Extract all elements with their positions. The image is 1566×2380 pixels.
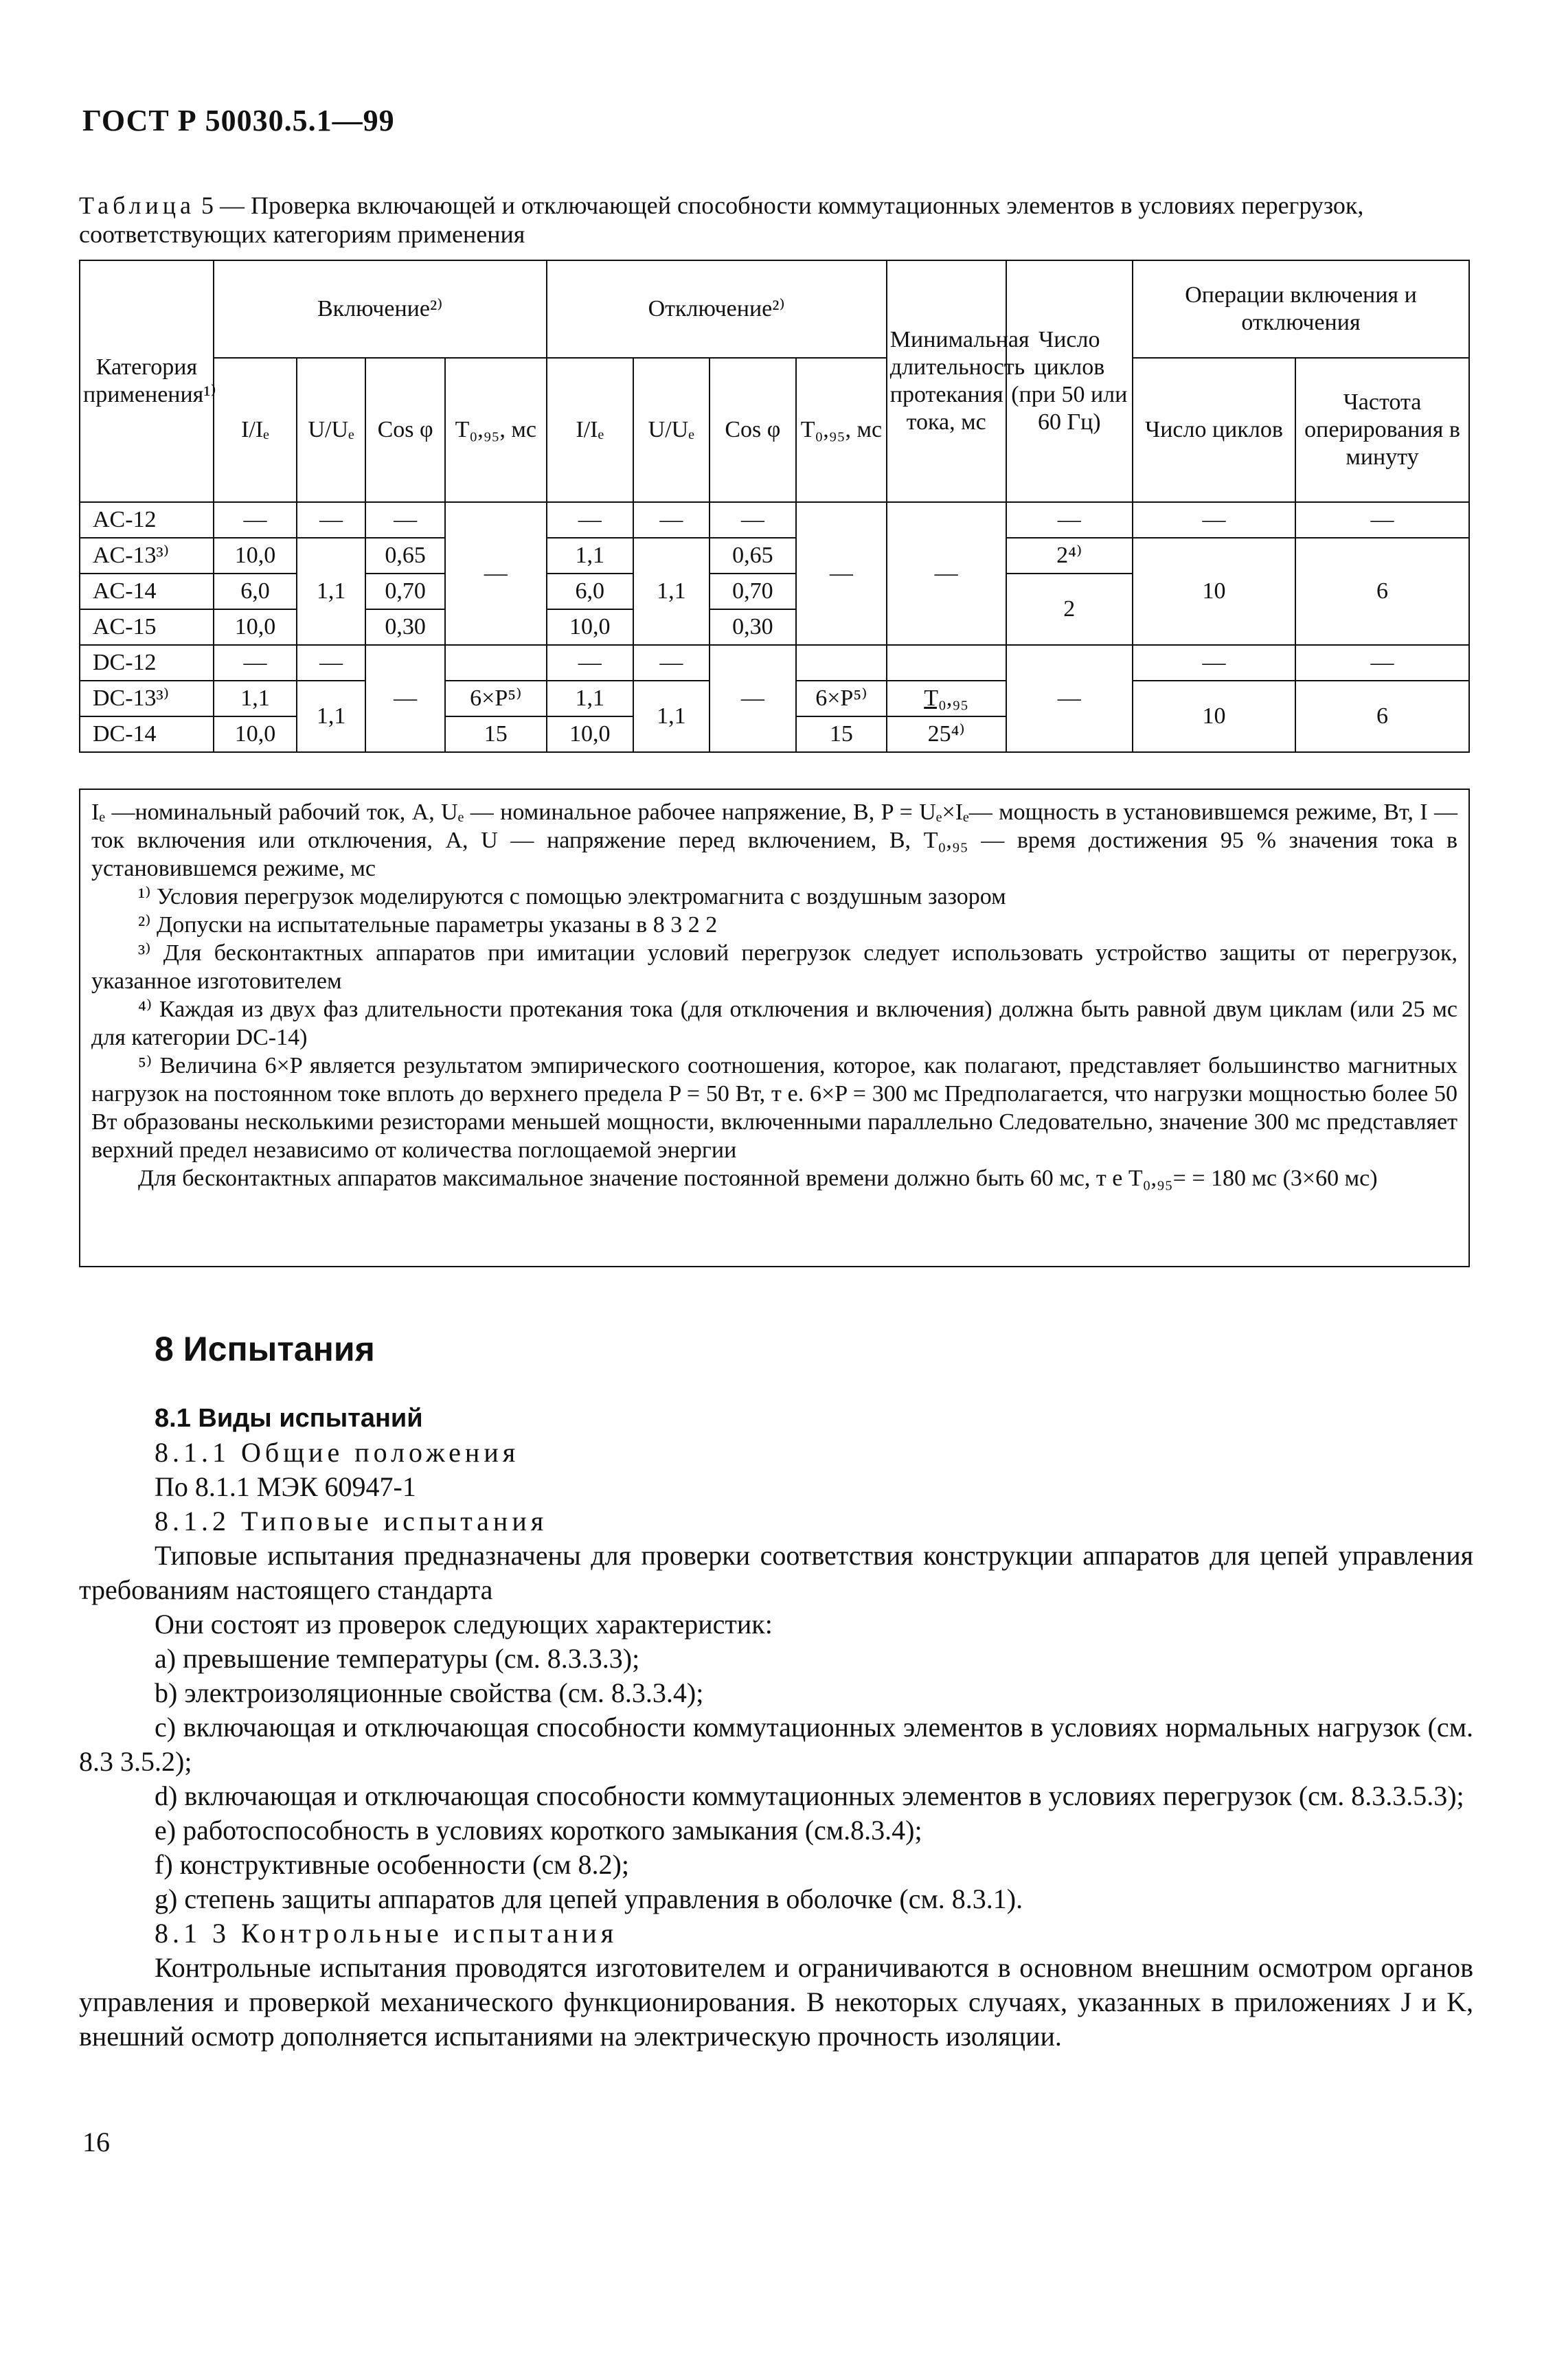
caption-text: 5 — Проверка включающей и отключающей способности коммутационных элементов в условиях перегрузок, соответствующих категориям применения — [79, 192, 1364, 248]
document-header: ГОСТ Р 50030.5.1—99 — [82, 104, 395, 137]
footnote-2: ²⁾ Допуски на испытательные параметры указаны в 8 3 2 2 — [138, 912, 718, 938]
col-off-t: T₀,₉₅, мс — [796, 358, 887, 502]
list-item: d) включающая и отключающая способности коммутационных элементов в условиях перегрузок (см. 8.3.3.5.3); — [155, 1780, 1464, 1811]
footnote-4: ⁴⁾ Каждая из двух фаз длительности протекания тока (для отключения и включения) должна быть равной двум циклам (или 25 мс для категории DC-14) — [91, 997, 1457, 1050]
table-row: DC-12 — — — — — — — — — — [80, 645, 1469, 681]
table-row: AC-15 10,0 0,30 10,0 0,30 — [80, 609, 1469, 645]
col-on-cos: Cos φ — [365, 358, 445, 502]
table-row: AC-14 6,0 0,70 6,0 0,70 2 — [80, 574, 1469, 609]
note-contactless: Для бесконтактных аппаратов максимальное значение постоянной времени должно быть 60 мс, т е T₀,₉₅= = 180 мс (3×60 мс) — [138, 1166, 1378, 1191]
section-title: 8 Испытания — [155, 1330, 375, 1368]
col-category: Категория применения¹⁾ — [80, 260, 214, 502]
footnote-3: ³⁾ Для бесконтактных аппаратов при имитации условий перегрузок следует использовать устройство защиты от перегрузок, указанное изготовителем — [91, 940, 1457, 994]
col-on-group: Включение²⁾ — [214, 260, 547, 358]
table-5 — [79, 260, 1470, 753]
list-item: a) превышение температуры (см. 8.3.3.3); — [155, 1643, 640, 1674]
table-row: AC-12 — — — — — — — — — — — — — [80, 502, 1469, 538]
page-number: 16 — [82, 2127, 110, 2157]
col-off-cos: Cos φ — [710, 358, 796, 502]
text-8-1-3: Контрольные испытания проводятся изготовителем и ограничиваются в основном внешним осмотром органов управления и проверкой механического функционирования. В некоторых случаях, указанных в приложениях J и K, внешний осмотр дополняется испытаниями на электрическую прочность изоляции. — [79, 1952, 1473, 2052]
footnote-5: ⁵⁾ Величина 6×P является результатом эмпирического соотношения, которое, как полагают, представляет большинство магнитных нагрузок на постоянном токе вплоть до верхнего предела P = 50 Вт, т е. 6×P = 300 мс Предполагается, что нагрузки мощностью более 50 Вт образованы несколькими резисторами меньшей мощности, включенными параллельно Следовательно, значение 300 мс представляет верхний предел независимо от количества поглощаемой энергии — [91, 1053, 1457, 1163]
table-notes — [79, 789, 1470, 1267]
footnote-1: ¹⁾ Условия перегрузок моделируются с помощью электромагнита с воздушным зазором — [138, 884, 1006, 909]
col-ops-cycles: Число циклов — [1133, 358, 1295, 502]
heading-8-1-3: 8.1 3 Контрольные испытания — [155, 1918, 618, 1949]
list-item: g) степень защиты аппаратов для цепей управления в оболочке (см. 8.3.1). — [155, 1883, 1023, 1914]
table-row: AC-13³⁾ 10,0 1,1 0,65 1,1 1,1 0,65 2⁴⁾ 10 6 — [80, 538, 1469, 574]
col-cycles: Число циклов (при 50 или 60 Гц) — [1006, 260, 1133, 502]
text-8-1-2: Типовые испытания предназначены для проверки соответствия конструкции аппаратов для цепей управления требованиям настоящего стандарта — [79, 1540, 1473, 1605]
table-row: DC-13³⁾ 1,1 1,1 6×P⁵⁾ 1,1 1,1 6×P⁵⁾ T₀,₉₅ 10 6 — [80, 681, 1469, 716]
list-item: b) электроизоляционные свойства (см. 8.3.3.4); — [155, 1677, 704, 1708]
col-off-group: Отключение²⁾ — [547, 260, 887, 358]
col-min-duration: Минимальная длительность протекания тока, мс — [887, 260, 1006, 502]
list-item: e) работоспособность в условиях короткого замыкания (см.8.3.4); — [155, 1815, 922, 1846]
subsection-8-1: 8.1 Виды испытаний — [155, 1404, 423, 1433]
col-on-t: T₀,₉₅, мс — [445, 358, 547, 502]
list-item: c) включающая и отключающая способности коммутационных элементов в условиях нормальных нагрузок (см. 8.3 3.5.2); — [79, 1712, 1473, 1777]
text-8-1-1: По 8.1.1 МЭК 60947-1 — [155, 1471, 416, 1502]
caption-label: Таблица — [79, 192, 195, 219]
col-off-i: I/Iₑ — [547, 358, 633, 502]
table-row: DC-14 10,0 15 10,0 15 25⁴⁾ — [80, 716, 1469, 752]
col-off-u: U/Uₑ — [633, 358, 710, 502]
col-on-u: U/Uₑ — [297, 358, 365, 502]
list-intro: Они состоят из проверок следующих характеристик: — [155, 1609, 773, 1640]
note-definitions: Iₑ —номинальный рабочий ток, А, Uₑ — номинальное рабочее напряжение, В, P = Uₑ×Iₑ— мощность в установившемся режиме, Вт, I — ток включения или отключения, А, U — напряжение перед включением, В, T₀,₉₅ — время достижения 95 % значения тока в установившемся режиме, мс — [91, 800, 1457, 881]
table-caption — [79, 191, 1473, 249]
section-body — [79, 1401, 1473, 2054]
col-ops-group: Операции включения и отключения — [1133, 260, 1469, 358]
col-ops-freq: Частота оперирования в минуту — [1295, 358, 1469, 502]
list-item: f) конструктивные особенности (см 8.2); — [155, 1849, 629, 1880]
col-on-i: I/Iₑ — [214, 358, 297, 502]
heading-8-1-1: 8.1.1 Общие положения — [155, 1437, 520, 1468]
heading-8-1-2: 8.1.2 Типовые испытания — [155, 1506, 548, 1537]
